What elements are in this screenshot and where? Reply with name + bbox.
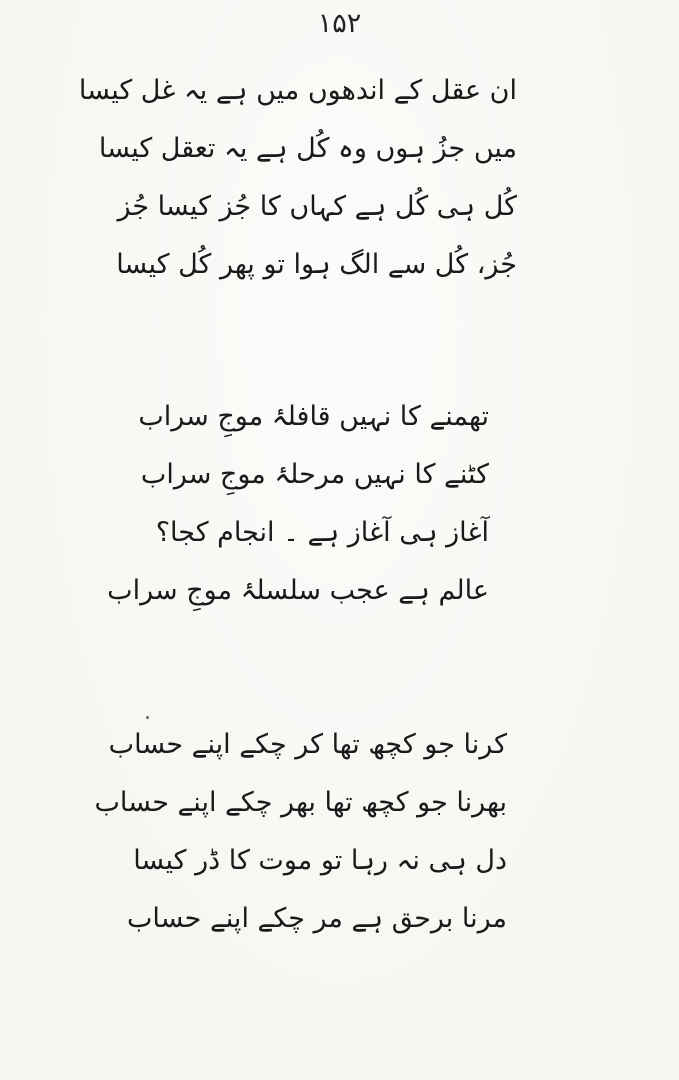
stanza-2	[107, 388, 489, 620]
stanza-3	[94, 716, 507, 948]
verse-line: بھرنا جو کچھ تھا بھر چکے اپنے حساب	[94, 787, 507, 818]
verse-line: کُل ہی کُل ہے کہاں کا جُز کیسا جُز	[117, 191, 517, 222]
verse-line: مرنا برحق ہے مر چکے اپنے حساب	[126, 903, 507, 934]
verse-line: تھمنے کا نہیں قافلۂ موجِ سراب	[138, 401, 489, 432]
verse-line: جُز، کُل سے الگ ہوا تو پھر کُل کیسا	[116, 249, 517, 280]
verse-line: عالم ہے عجب سلسلۂ موجِ سراب	[107, 575, 489, 606]
stanza-1	[78, 62, 517, 294]
verse-line: کٹنے کا نہیں مرحلۂ موجِ سراب	[140, 459, 489, 490]
verse-line: دل ہی نہ رہا تو موت کا ڈر کیسا	[133, 845, 507, 876]
verse-line: میں جزُ ہوں وہ کُل ہے یہ تعقل کیسا	[98, 133, 517, 164]
verse-line: آغاز ہی آغاز ہے ۔ انجام کجا؟	[155, 517, 489, 548]
verse-line: ان عقل کے اندھوں میں ہے یہ غل کیسا	[78, 75, 517, 106]
ink-speck	[146, 716, 149, 719]
verse-line: کرنا جو کچھ تھا کر چکے اپنے حساب	[108, 729, 507, 760]
page-number: ۱۵۲	[317, 8, 362, 39]
